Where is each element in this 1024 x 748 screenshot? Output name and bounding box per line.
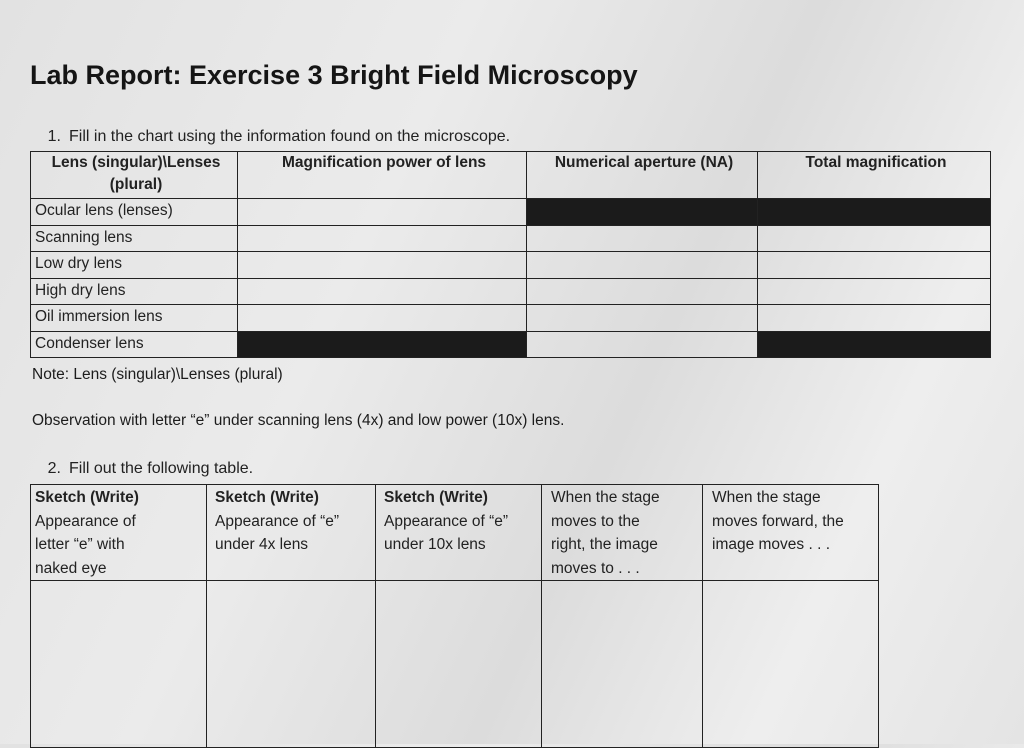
header-stage-forward <box>703 485 879 581</box>
cell-blank[interactable] <box>527 225 758 252</box>
question-1 <box>30 128 510 146</box>
cell-blank[interactable] <box>527 331 758 358</box>
stage-right-answer-cell[interactable] <box>542 581 703 748</box>
question-2-number: 2. <box>47 460 61 477</box>
cell-blank[interactable] <box>758 305 991 332</box>
cell-blank[interactable] <box>527 252 758 279</box>
observation-text: Observation with letter “e” under scanning lens (4x) and low power (10x) lens. <box>32 412 565 429</box>
header-naked-eye-line1: Appearance of <box>35 512 136 530</box>
header-stage-forward-line3: image moves . . . <box>712 536 831 553</box>
table-row <box>31 278 991 305</box>
cell-blank[interactable] <box>238 225 527 252</box>
row-label-condenser: Condenser lens <box>31 331 238 358</box>
header-total-magnification: Total magnification <box>758 152 991 199</box>
header-10x-line2: under 10x lens <box>384 536 486 553</box>
cell-blacked-out <box>758 199 991 226</box>
header-4x <box>207 485 376 581</box>
sketch-4x-cell[interactable] <box>207 581 376 748</box>
header-naked-eye-line3: naked eye <box>35 559 107 577</box>
cell-blank[interactable] <box>758 278 991 305</box>
header-lens-line2: (plural) <box>109 176 163 193</box>
header-10x-line1: Appearance of “e” <box>384 512 509 530</box>
observation-table-header-row <box>31 485 879 581</box>
table-row <box>31 225 991 252</box>
header-4x-bold: Sketch (Write) <box>215 489 319 506</box>
header-10x-bold: Sketch (Write) <box>384 489 488 506</box>
row-label-low-dry: Low dry lens <box>31 252 238 279</box>
cell-blank[interactable] <box>758 225 991 252</box>
row-label-high-dry: High dry lens <box>31 278 238 305</box>
header-stage-right-line4: moves to . . . <box>551 559 640 577</box>
row-label-ocular: Ocular lens (lenses) <box>31 199 238 226</box>
question-1-text: Fill in the chart using the information found on the microscope. <box>69 128 511 145</box>
header-4x-line2: under 4x lens <box>215 536 309 553</box>
cell-blacked-out <box>238 331 527 358</box>
cell-blank[interactable] <box>527 305 758 332</box>
cell-blank[interactable] <box>238 305 527 332</box>
row-label-oil-immersion: Oil immersion lens <box>31 305 238 332</box>
lens-table <box>30 151 991 358</box>
table-row <box>31 581 879 748</box>
sketch-naked-eye-cell[interactable] <box>31 581 207 748</box>
cell-blank[interactable] <box>238 252 527 279</box>
stage-forward-answer-cell[interactable] <box>703 581 879 748</box>
table-row <box>31 305 991 332</box>
observation-table <box>30 484 879 748</box>
cell-blacked-out <box>758 331 991 358</box>
table-row <box>31 252 991 279</box>
header-4x-line1: Appearance of “e” <box>215 512 340 530</box>
header-naked-eye-bold: Sketch (Write) <box>35 489 139 506</box>
lens-note: Note: Lens (singular)\Lenses (plural) <box>32 366 283 383</box>
page-title: Lab Report: Exercise 3 Bright Field Microscopy <box>30 60 638 90</box>
cell-blank[interactable] <box>527 278 758 305</box>
cell-blacked-out <box>527 199 758 226</box>
question-2-text: Fill out the following table. <box>69 460 254 477</box>
header-naked-eye <box>31 485 207 581</box>
header-stage-forward-line2: moves forward, the <box>712 512 844 530</box>
header-stage-forward-line1: When the stage <box>712 489 821 506</box>
header-stage-right-line3: right, the image <box>551 536 658 553</box>
table-row <box>31 199 991 226</box>
header-naked-eye-line2: letter “e” with <box>35 536 125 553</box>
cell-blank[interactable] <box>238 278 527 305</box>
table-row <box>31 331 991 358</box>
question-2 <box>30 460 253 478</box>
header-numerical-aperture: Numerical aperture (NA) <box>527 152 758 199</box>
header-stage-right <box>542 485 703 581</box>
header-stage-right-line2: moves to the <box>551 512 640 530</box>
header-magnification: Magnification power of lens <box>238 152 527 199</box>
cell-blank[interactable] <box>758 252 991 279</box>
sketch-10x-cell[interactable] <box>376 581 542 748</box>
question-1-number: 1. <box>47 128 61 145</box>
row-label-scanning: Scanning lens <box>31 225 238 252</box>
header-lens <box>31 152 238 199</box>
cell-blank[interactable] <box>238 199 527 226</box>
header-lens-line1: Lens (singular)\Lenses <box>51 154 221 171</box>
lens-table-header-row <box>31 152 991 199</box>
header-10x <box>376 485 542 581</box>
header-stage-right-line1: When the stage <box>551 489 660 506</box>
